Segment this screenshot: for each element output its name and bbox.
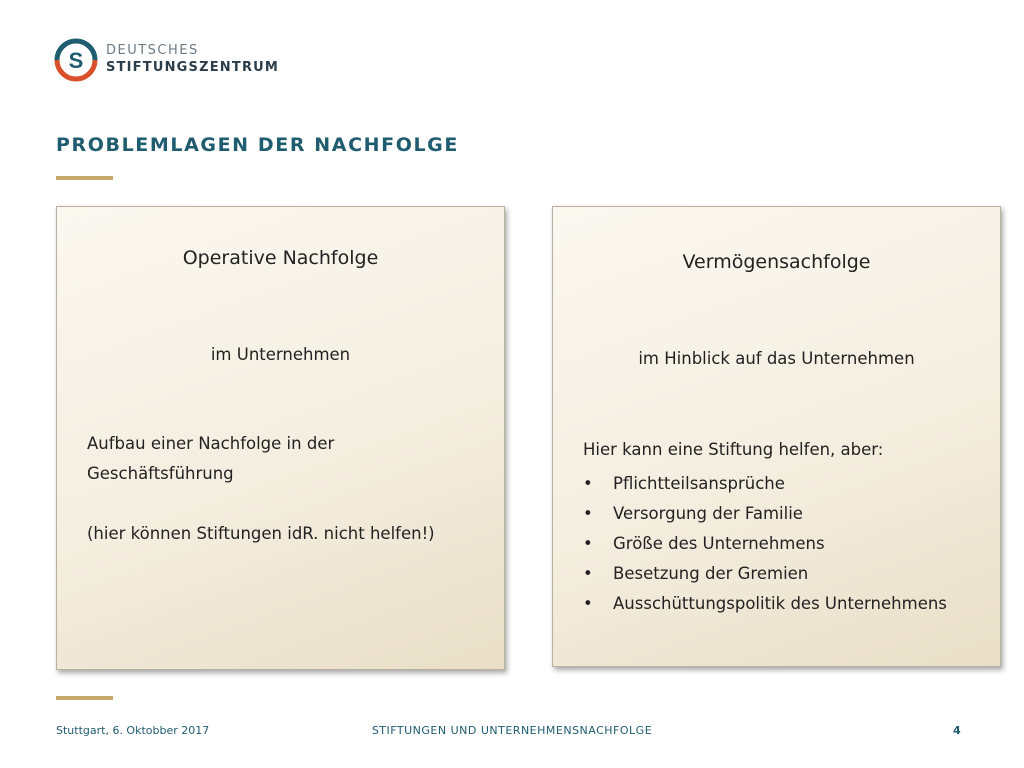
logo-text-line2: STIFTUNGSZENTRUM [106,60,280,75]
bullet-list [581,469,947,619]
list-item: • Ausschüttungspolitik des Unternehmens [581,589,947,619]
bullet-icon: • [583,594,593,613]
list-item: • Besetzung der Gremien [581,559,947,589]
operative-succession-panel [56,206,505,670]
brand-logo [54,38,280,84]
panel-heading-asset: Vermögensachfolge [682,251,871,273]
list-item: • Pflichtteilsansprüche [581,469,947,499]
svg-text:S: S [68,48,84,73]
footer-rule [56,696,113,700]
slide-title: PROBLEMLAGEN DER NACHFOLGE [56,134,459,156]
bullet-icon: • [583,564,593,583]
bullet-icon: • [583,534,593,553]
list-item: • Versorgung der Familie [581,499,947,529]
bullet-icon: • [583,474,593,493]
panel-text-operative [87,429,435,549]
footer-presentation-title: STIFTUNGEN UND UNTERNEHMENSNACHFOLGE [371,724,653,737]
title-underline [56,176,113,180]
panel-note: (hier können Stiftungen idR. nicht helfen!) [87,524,435,543]
asset-succession-panel [552,206,1001,667]
page-number: 4 [953,724,961,737]
footer-location-date: Stuttgart, 6. Oktobber 2017 [56,724,210,737]
panel-text-line: Aufbau einer Nachfolge in der [87,434,335,453]
panel-text-line: Geschäftsführung [87,464,234,483]
panel-intro-asset: Hier kann eine Stiftung helfen, aber: [583,440,884,459]
panel-heading-operative: Operative Nachfolge [182,247,379,269]
list-item: • Größe des Unternehmens [581,529,947,559]
logo-text-line1: DEUTSCHES [106,43,199,58]
panel-subheading-asset: im Hinblick auf das Unternehmen [638,349,915,368]
bullet-icon: • [583,504,593,523]
stiftung-logo-icon [54,38,98,82]
panel-subheading-operative: im Unternehmen [210,345,351,364]
